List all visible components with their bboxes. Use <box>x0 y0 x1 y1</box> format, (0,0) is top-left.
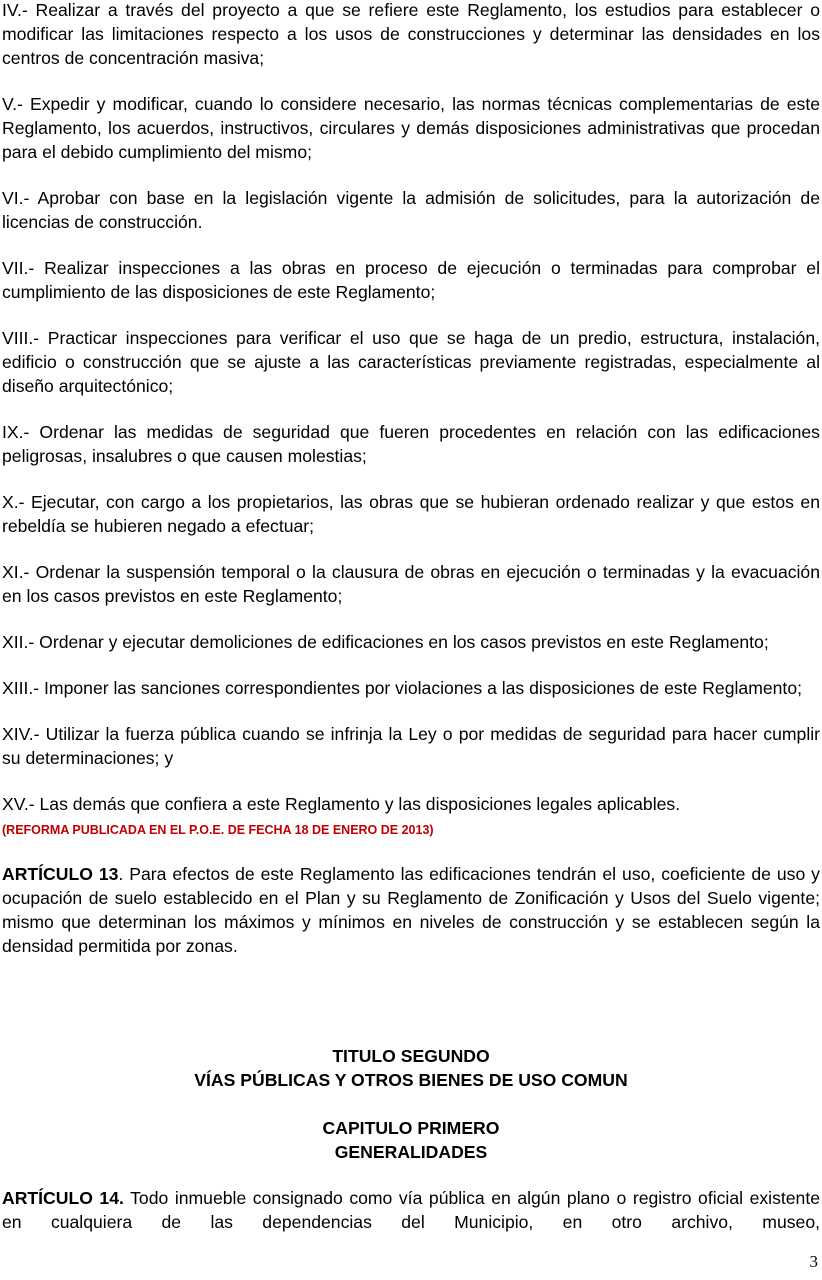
chapter-line-1: CAPITULO PRIMERO <box>322 1118 500 1138</box>
reform-note: (REFORMA PUBLICADA EN EL P.O.E. DE FECHA 18 DE ENERO DE 2013) <box>2 823 434 837</box>
title-line-1: TITULO SEGUNDO <box>332 1046 490 1066</box>
list-item: X.- Ejecutar, con cargo a los propietarios, las obras que se hubieran ordenado realizar y que estos en rebeldía se hubieren negado a efectuar; <box>2 492 820 536</box>
article-14-heading: ARTÍCULO 14. <box>2 1188 124 1208</box>
title-heading <box>0 1044 822 1092</box>
chapter-line-2: GENERALIDADES <box>334 1142 488 1162</box>
list-item: VIII.- Practicar inspecciones para verificar el uso que se haga de un predio, estructura, instalación, edificio o construcción que se ajuste a las características previamente registradas, especialmente al diseño arquitectónico; <box>2 328 820 396</box>
list-item: IV.- Realizar a través del proyecto a que se refiere este Reglamento, los estudios para establecer o modificar las limitaciones respecto a los usos de construcciones y determinar las densidades en los centros de concentración masiva; <box>2 0 820 68</box>
list-item: VI.- Aprobar con base en la legislación vigente la admisión de solicitudes, para la autorización de licencias de construcción. <box>2 188 820 232</box>
article-13-heading: ARTÍCULO 13 <box>2 864 119 884</box>
chapter-heading <box>0 1116 822 1164</box>
article-14 <box>2 1186 820 1234</box>
list-item: XV.- Las demás que confiera a este Reglamento y las disposiciones legales aplicables. <box>2 794 681 814</box>
list-item: XIII.- Imponer las sanciones correspondientes por violaciones a las disposiciones de este Reglamento; <box>2 678 802 698</box>
list-item: VII.- Realizar inspecciones a las obras en proceso de ejecución o terminadas para comprobar el cumplimiento de las disposiciones de este Reglamento; <box>2 258 820 302</box>
list-item: XI.- Ordenar la suspensión temporal o la clausura de obras en ejecución o terminadas y la evacuación en los casos previstos en este Reglamento; <box>2 562 821 606</box>
article-13 <box>2 862 820 958</box>
list-item: XIV.- Utilizar la fuerza pública cuando se infrinja la Ley o por medidas de seguridad para hacer cumplir su determinaciones; y <box>2 724 820 768</box>
list-item: V.- Expedir y modificar, cuando lo considere necesario, las normas técnicas complementarias de este Reglamento, los acuerdos, instructivos, circulares y demás disposiciones administrativas que procedan para el debido cumplimiento del mismo; <box>2 94 820 162</box>
list-item: IX.- Ordenar las medidas de seguridad que fueren procedentes en relación con las edificaciones peligrosas, insalubres o que causen molestias; <box>2 422 820 466</box>
title-line-2: VÍAS PÚBLICAS Y OTROS BIENES DE USO COMUN <box>194 1070 628 1090</box>
list-item: XII.- Ordenar y ejecutar demoliciones de edificaciones en los casos previstos en este Reglamento; <box>2 632 769 652</box>
page-number: 3 <box>809 1252 818 1271</box>
article-14-text: Todo inmueble consignado como vía pública en algún plano o registro oficial existente en cualquiera de las dependencias del Municipio, en otro archivo, museo, <box>2 1188 820 1232</box>
article-13-text: . Para efectos de este Reglamento las edificaciones tendrán el uso, coeficiente de uso y ocupación de suelo establecido en el Plan y su Reglamento de Zonificación y Usos del Suelo vigente; mismo que determinan los máximos y mínimos en niveles de construcción y se establecen según la densidad permitida por zonas. <box>2 864 820 956</box>
fractions-list <box>2 0 820 958</box>
